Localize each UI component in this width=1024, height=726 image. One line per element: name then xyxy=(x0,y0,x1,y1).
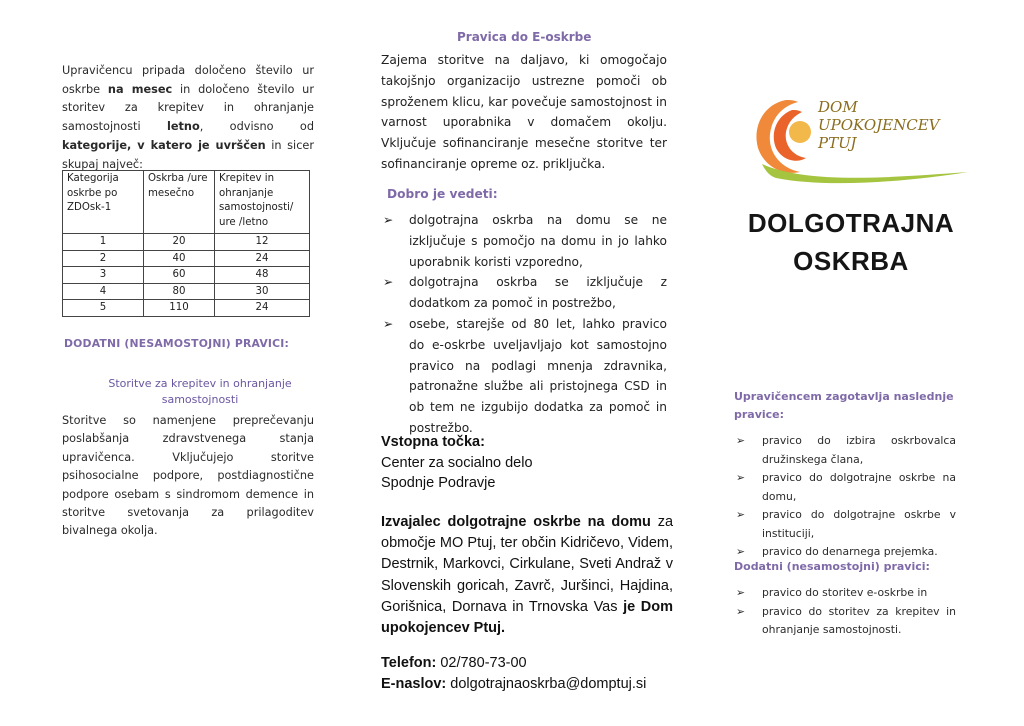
provider-end: je Dom upokojencev Ptuj. xyxy=(381,598,674,637)
intro-text-4: in sicer skupaj največ: xyxy=(62,138,315,171)
good-to-know-list xyxy=(381,210,667,439)
list-item-text: pravico do dolgotrajne oskrbe na domu, xyxy=(762,471,956,503)
arrow-bullet-icon: ➢ xyxy=(736,604,746,618)
list-item xyxy=(381,314,667,439)
rights-list xyxy=(734,432,956,562)
entry-point-line-2: Spodnje Podravje xyxy=(381,475,496,491)
list-item-text: dolgotrajna oskrba na domu se ne izključuje s pomočjo na domu in jo lahko uporabnik koristi vzporedno, xyxy=(409,213,667,269)
list-item xyxy=(734,603,956,640)
table-cell: 20 xyxy=(144,234,215,251)
list-item-text: pravico do storitev za krepitev in ohranjanje samostojnosti. xyxy=(762,604,956,636)
list-item xyxy=(734,506,956,543)
list-item xyxy=(734,584,956,603)
title-line-2: OSKRBA xyxy=(793,246,909,276)
table-cell: 12 xyxy=(215,234,310,251)
table-cell: 40 xyxy=(144,250,215,267)
contact-block xyxy=(381,653,681,694)
logo-text xyxy=(818,98,939,152)
table-cell: 60 xyxy=(144,267,215,284)
arrow-bullet-icon: ➢ xyxy=(736,586,746,599)
list-item xyxy=(381,210,667,272)
table-cell: 30 xyxy=(215,283,310,300)
provider-bold: Izvajalec dolgotrajne oskrbe na domu xyxy=(381,514,651,530)
subsection-heading: Storitve za krepitev in ohranjanje samostojnosti xyxy=(108,377,292,406)
list-item-text: pravico do storitev e-oskrbe in xyxy=(762,586,928,599)
intro-bold-1: na mesec xyxy=(107,82,173,96)
table-row xyxy=(63,283,310,300)
table-header: Krepitev in ohranjanje samostojnosti/ ure /letno xyxy=(215,171,310,234)
list-item-text: dolgotrajna oskrba se izključuje z dodatkom za pomoč in postrežbo, xyxy=(409,275,667,311)
arrow-bullet-icon: ➢ xyxy=(383,275,394,290)
entry-point-label: Vstopna točka: xyxy=(381,434,485,450)
category-table xyxy=(62,170,310,317)
table-row xyxy=(63,234,310,251)
table-cell: 2 xyxy=(63,250,144,267)
phone-label: Telefon: xyxy=(381,655,437,671)
services-paragraph: Storitve so namenjene preprečevanju poslabšanja zdravstvenega stanja upravičenca. Vključujejo storitve psihosocialne podpore, postdiagnostične podpore osebam s sindromom demence in storitve svetovanja za prilagoditev bivalnega okolja. xyxy=(62,414,314,538)
main-title xyxy=(728,204,974,280)
list-item xyxy=(734,469,956,506)
arrow-bullet-icon: ➢ xyxy=(736,545,746,558)
table-cell: 110 xyxy=(144,300,215,317)
arrow-bullet-icon: ➢ xyxy=(383,316,394,331)
list-item xyxy=(381,272,667,314)
list-item xyxy=(734,543,956,562)
intro-text-1: Upravičencu pripada določeno število ur oskrbe xyxy=(62,64,314,96)
table-cell: 24 xyxy=(215,300,310,317)
list-item-text: osebe, starejše od 80 let, lahko pravico do e-oskrbe uveljavljajo kot samostojno pravico na podlagi mnenja zdravnika, patronažne službe ali pristojnega CSD in ob tem ne izgubijo dodatka za pomoč in postrežbo. xyxy=(409,316,667,435)
provider-paragraph xyxy=(381,512,673,639)
extra-rights-heading: DODATNI (NESAMOSTOJNI) PRAVICI: xyxy=(64,337,289,350)
intro-text-3: , odvisno od xyxy=(199,120,314,134)
email-label: E-naslov: xyxy=(381,675,447,692)
good-to-know-heading: Dobro je vedeti: xyxy=(387,187,498,201)
logo-text-line: UPOKOJENCEV xyxy=(818,116,940,134)
email-line xyxy=(381,674,681,695)
logo-text-line: DOM xyxy=(818,98,858,116)
arrow-bullet-icon: ➢ xyxy=(736,434,746,447)
arrow-bullet-icon: ➢ xyxy=(383,213,394,227)
provider-text: za območje MO Ptuj, ter občin Kidričevo, Videm, Destrnik, Markovci, Cirkulane, Sveti Andraž v Slovenskih goricah, Zavrč, Juršinci, Hajdina, Gorišnica, Dornava in Trnovska Vas xyxy=(381,514,674,615)
table-cell: 5 xyxy=(63,300,144,317)
e-care-title: Pravica do E-oskrbe xyxy=(457,30,592,44)
list-item-text: pravico do denarnega prejemka. xyxy=(762,545,938,558)
entry-point xyxy=(381,432,671,494)
table-cell: 3 xyxy=(63,267,144,284)
table-header: Oskrba /ure mesečno xyxy=(144,171,215,234)
table-row xyxy=(63,267,310,284)
title-line-1: DOLGOTRAJNA xyxy=(747,208,955,238)
right-panel xyxy=(734,0,964,726)
table-header: Kategorija oskrbe po ZDOsk-1 xyxy=(63,171,144,234)
phone-line xyxy=(381,653,681,674)
intro-bold-2: letno xyxy=(166,120,200,134)
list-item-text: pravico do dolgotrajne oskrbe v instituciji, xyxy=(762,508,956,540)
logo xyxy=(746,92,968,188)
table-cell: 1 xyxy=(63,234,144,251)
extra-rights-heading-right: Dodatni (nesamostojni) pravici: xyxy=(734,560,930,573)
table-header-row xyxy=(63,171,310,234)
phone-value: 02/780-73-00 xyxy=(436,655,527,671)
table-cell: 80 xyxy=(144,283,215,300)
email-value: dolgotrajnaoskrba@domptuj.si xyxy=(446,675,647,692)
list-item xyxy=(734,432,956,469)
rights-heading: Upravičencem zagotavlja naslednje pravice: xyxy=(734,390,954,421)
table-row xyxy=(63,300,310,317)
list-item-text: pravico do izbira oskrbovalca družinskega člana, xyxy=(762,434,956,466)
left-panel xyxy=(62,0,314,726)
table-cell: 24 xyxy=(215,250,310,267)
intro-paragraph xyxy=(62,62,314,174)
intro-text-2: in določeno število ur storitev za krepitev in ohranjanje samostojnosti xyxy=(62,82,314,134)
e-care-paragraph: Zajema storitve na daljavo, ki omogočajo takojšnjo organizacijo ustrezne pomoči ob sproženem klicu, kar povečuje samostojnost in varnost uporabnika v domačem okolju. Vključuje sofinanciranje mesečne storitve ter sofinanciranje opreme oz. priključka. xyxy=(381,53,667,171)
intro-bold-3: kategorije, v katero je uvrščen xyxy=(62,138,266,152)
arrow-bullet-icon: ➢ xyxy=(736,508,746,521)
arrow-bullet-icon: ➢ xyxy=(736,471,746,484)
entry-point-line-1: Center za socialno delo xyxy=(381,454,533,471)
logo-text-line: PTUJ xyxy=(818,134,857,152)
middle-panel xyxy=(381,0,674,726)
table-cell: 4 xyxy=(63,283,144,300)
table-row xyxy=(63,250,310,267)
table-cell: 48 xyxy=(215,267,310,284)
extra-rights-list xyxy=(734,584,956,640)
